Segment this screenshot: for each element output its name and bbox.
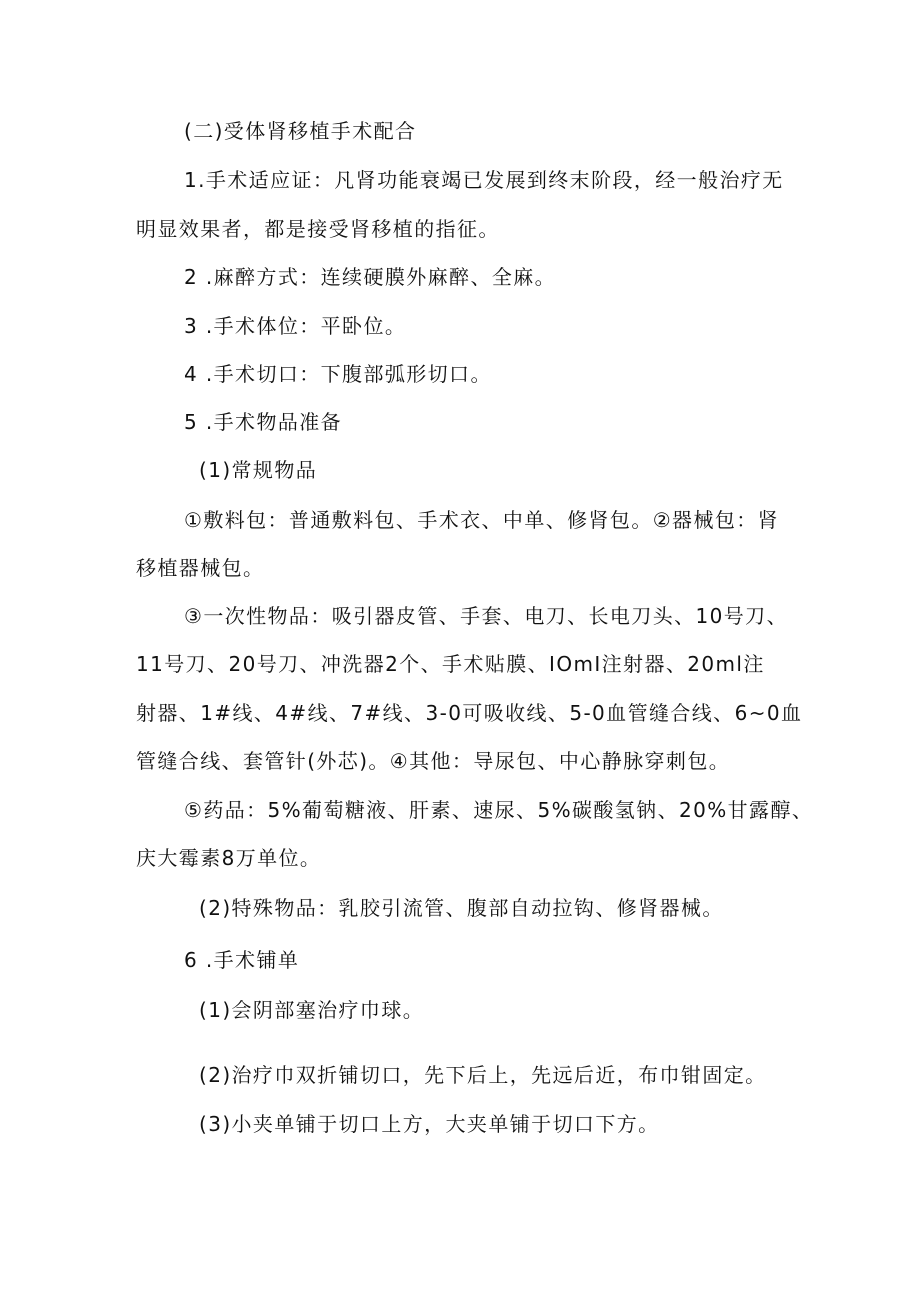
- paragraph-line: ①敷料包：普通敷料包、手术衣、中单、修肾包。②器械包：肾: [184, 508, 780, 532]
- paragraph-line: 5 .手术物品准备: [184, 410, 343, 434]
- paragraph-line: (1)会阴部塞治疗巾球。: [199, 998, 425, 1022]
- paragraph-line: 2 .麻醉方式：连续硬膜外麻醉、全麻。: [184, 265, 557, 289]
- paragraph-line: (3)小夹单铺于切口上方，大夹单铺于切口下方。: [199, 1112, 660, 1136]
- paragraph-line: (2)治疗巾双折铺切口，先下后上，先远后近，布巾钳固定。: [199, 1063, 767, 1087]
- paragraph-line: 6 .手术铺单: [184, 948, 300, 972]
- paragraph-line: 明显效果者，都是接受肾移植的指征。: [136, 217, 500, 241]
- paragraph-line: 庆大霉素8万单位。: [136, 846, 322, 870]
- paragraph-line: 射器、1#线、4#线、7#线、3-0可吸收线、5-0血管缝合线、6~0血: [136, 701, 803, 725]
- paragraph-line: 管缝合线、套管针(外芯)。④其他：导尿包、中心静脉穿刺包。: [136, 749, 731, 773]
- paragraph-line: 移植器械包。: [136, 556, 265, 580]
- paragraph-line: 4 .手术切口：下腹部弧形切口。: [184, 362, 492, 386]
- paragraph-line: 1.手术适应证：凡肾功能衰竭已发展到终末阶段，经一般治疗无: [184, 168, 784, 192]
- paragraph-line: ⑤药品：5%葡萄糖液、肝素、速尿、5%碳酸氢钠、20%甘露醇、: [184, 798, 814, 822]
- paragraph-line: (1)常规物品: [199, 458, 318, 482]
- paragraph-line: ③一次性物品：吸引器皮管、手套、电刀、长电刀头、10号刀、: [184, 604, 788, 628]
- section-heading: (二)受体肾移植手术配合: [184, 119, 417, 143]
- paragraph-line: (2)特殊物品：乳胶引流管、腹部自动拉钩、修肾器械。: [199, 896, 724, 920]
- paragraph-line: 3 .手术体位：平卧位。: [184, 314, 407, 338]
- paragraph-line: 11号刀、20号刀、冲洗器2个、手术贴膜、IOmI注射器、20ml注: [136, 652, 765, 676]
